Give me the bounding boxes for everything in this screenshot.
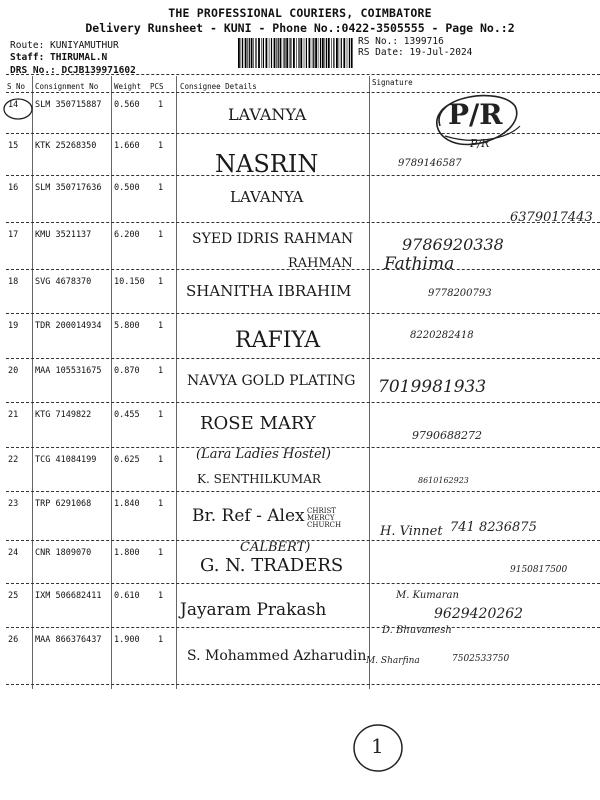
weight-value: 1.900	[114, 635, 140, 645]
barcode-bar	[312, 38, 313, 68]
consignment-number: CNR 1809070	[35, 548, 92, 558]
consignment-number: KTK 25268350	[35, 141, 97, 151]
consignee-name: LAVANYA	[228, 105, 307, 124]
barcode-bar	[341, 38, 342, 68]
signature-phone: 9789146587	[398, 158, 462, 169]
consignment-number: MAA 105531675	[35, 366, 102, 376]
barcode-bar	[304, 38, 305, 68]
weight-value: 1.840	[114, 499, 140, 509]
barcode-bar	[253, 38, 254, 68]
weight-value: 0.610	[114, 591, 140, 601]
signature-phone: 6379017443	[510, 210, 593, 225]
consignment-number: SLM 350715887	[35, 100, 102, 110]
rs-date: RS Date: 19-Jul-2024	[358, 47, 473, 58]
barcode-bar	[245, 38, 247, 68]
barcode-bar	[238, 38, 240, 68]
barcode-bar	[306, 38, 307, 68]
barcode-bar	[339, 38, 340, 68]
weight-value: 0.560	[114, 100, 140, 110]
barcode-bar	[293, 38, 295, 68]
consignee-name: ROSE MARY	[200, 413, 316, 434]
signature-phone: 741 8236875	[450, 520, 537, 535]
row-separator	[6, 491, 600, 492]
row-number: 18	[8, 277, 19, 287]
weight-value: 1.800	[114, 548, 140, 558]
barcode-bar	[309, 38, 311, 68]
barcode-bar	[255, 38, 256, 68]
barcode-bar	[328, 38, 330, 68]
consignment-number: SVG 4678370	[35, 277, 92, 287]
consignee-name: LAVANYA	[230, 188, 304, 206]
barcode-bar	[336, 38, 338, 68]
pieces-count: 1	[158, 455, 164, 465]
barcode-bar	[289, 38, 290, 68]
row-separator	[6, 313, 600, 314]
consignee-name: NAVYA GOLD PLATING	[187, 373, 356, 389]
col-header-signature: Signature	[372, 78, 413, 87]
barcode-bar	[322, 38, 324, 68]
table-top-rule	[6, 74, 600, 75]
pieces-count: 1	[158, 366, 164, 376]
signature-phone: 9778200793	[428, 288, 492, 299]
consignee-name: Br. Ref - Alex	[192, 506, 305, 526]
barcode-bar	[278, 38, 279, 68]
signature-phone: 8220282418	[410, 330, 474, 341]
row-separator	[6, 358, 600, 359]
pieces-count: 1	[158, 183, 164, 193]
row-number: 24	[8, 548, 19, 558]
row-separator	[6, 402, 600, 403]
pieces-count: 1	[158, 141, 164, 151]
barcode-bar	[298, 38, 299, 68]
weight-value: 0.455	[114, 410, 140, 420]
barcode-bar	[241, 38, 242, 68]
consignee-name: G. N. TRADERS	[200, 555, 344, 576]
consignee-name: SHANITHA IBRAHIM	[186, 282, 352, 300]
row-number: 23	[8, 499, 19, 509]
barcode-bar	[276, 38, 277, 68]
consignee-line2: RAHMAN	[288, 256, 353, 271]
signature-name: Fathima	[384, 254, 455, 274]
barcode-bar	[296, 38, 297, 68]
barcode-bar	[263, 38, 264, 68]
company-title: THE PROFESSIONAL COURIERS, COIMBATORE	[168, 6, 432, 20]
route-label: Route: KUNIYAMUTHUR	[10, 40, 119, 51]
row-separator	[6, 175, 600, 176]
barcode-bar	[269, 38, 270, 68]
pieces-count: 1	[158, 100, 164, 110]
col-divider	[32, 76, 33, 689]
signature-phone: 9629420262	[434, 606, 524, 622]
barcode-bar	[343, 38, 345, 68]
signature-name: H. Vinnet	[380, 524, 443, 539]
row-number: 15	[8, 141, 19, 151]
col-divider	[369, 76, 370, 689]
barcode-bar	[266, 38, 268, 68]
col-header-pcs: PCS	[150, 82, 164, 91]
barcode-bar	[331, 38, 332, 68]
pieces-count: 1	[158, 591, 164, 601]
barcode-bar	[315, 38, 317, 68]
staff-label: Staff: THIRUMAL.N	[10, 52, 108, 63]
consignee-name: Jayaram Prakash	[180, 600, 327, 620]
pieces-count: 1	[158, 321, 164, 331]
pieces-count: 1	[158, 277, 164, 287]
drs-number: DRS No.: DCJB139971602	[10, 65, 136, 76]
consignment-number: KTG 7149822	[35, 410, 92, 420]
signature-name: M. Sharfina	[366, 656, 420, 666]
signature-phone: 7502533750	[452, 654, 510, 664]
consignee-name: S. Mohammed Azharudin	[187, 648, 367, 664]
barcode-bar	[326, 38, 327, 68]
consignee-name: K. SENTHILKUMAR	[197, 472, 321, 486]
signature-phone: 8610162923	[418, 476, 469, 485]
row-number: 26	[8, 635, 19, 645]
barcode-bar	[249, 38, 250, 68]
col-header-consignment: Consignment No	[35, 82, 99, 91]
pr-stamp-scribble	[420, 86, 530, 156]
weight-value: 5.800	[114, 321, 140, 331]
weight-value: 0.500	[114, 183, 140, 193]
signature-phone: 9786920338	[402, 235, 504, 254]
pieces-count: 1	[158, 499, 164, 509]
barcode-bar	[318, 38, 319, 68]
barcode-bar	[283, 38, 284, 68]
barcode-bar	[242, 38, 243, 68]
consignment-number: KMU 3521137	[35, 230, 92, 240]
consignment-number: MAA 866376437	[35, 635, 102, 645]
row-number: 25	[8, 591, 19, 601]
consignee-line2: (Lara Ladies Hostel)	[196, 447, 331, 462]
barcode-bar	[320, 38, 321, 68]
barcode-bar	[271, 38, 272, 68]
row-number: 14	[8, 100, 19, 110]
pieces-count: 1	[158, 635, 164, 645]
row-number: 19	[8, 321, 19, 331]
barcode-bar	[300, 38, 302, 68]
weight-value: 0.870	[114, 366, 140, 376]
row-separator	[6, 222, 600, 223]
barcode-bar	[261, 38, 262, 68]
consignee-name: RAFIYA	[235, 328, 321, 353]
col-divider	[176, 76, 177, 689]
barcode-bar	[351, 38, 353, 68]
runsheet-subtitle: Delivery Runsheet - KUNI - Phone No.:0422-3505555 - Page No.:2	[85, 21, 515, 35]
barcode-bar	[258, 38, 260, 68]
pieces-count: 1	[158, 548, 164, 558]
barcode-bar	[333, 38, 334, 68]
signature-phone: P/R	[470, 137, 490, 150]
signature-phone: 7019981933	[378, 377, 487, 397]
consignment-number: TRP 6291068	[35, 499, 92, 509]
barcode-bar	[290, 38, 291, 68]
signature-name: D. Bhuvanesh	[382, 625, 452, 636]
consignment-number: SLM 350717636	[35, 183, 102, 193]
row-separator	[6, 583, 600, 584]
barcode-bar	[325, 38, 326, 68]
weight-value: 0.625	[114, 455, 140, 465]
col-header-sno: S No	[7, 82, 26, 91]
barcode-bar	[274, 38, 276, 68]
row-number: 22	[8, 455, 19, 465]
signature-phone: 9790688272	[412, 429, 482, 442]
consignee-name: NASRIN	[215, 150, 319, 178]
consignee-line2: CALBERT)	[240, 540, 311, 555]
consignment-number: TDR 200014934	[35, 321, 102, 331]
row-number: 17	[8, 230, 19, 240]
col-divider	[111, 76, 112, 689]
row-14-circle	[2, 95, 38, 125]
weight-value: 6.200	[114, 230, 140, 240]
barcode	[238, 38, 353, 68]
consignment-number: IXM 506682411	[35, 591, 102, 601]
row-number: 21	[8, 410, 19, 420]
col-header-consignee: Consignee Details	[180, 82, 257, 91]
barcode-bar	[286, 38, 288, 68]
signature-name: M. Kumaran	[396, 590, 459, 601]
consignment-number: TCG 41084199	[35, 455, 97, 465]
rs-number: RS No.: 1399716	[358, 36, 444, 47]
barcode-bar	[313, 38, 314, 68]
barcode-bar	[280, 38, 282, 68]
row-separator	[6, 684, 600, 685]
weight-value: 1.660	[114, 141, 140, 151]
row-number: 20	[8, 366, 19, 376]
signature-phone: 9150817500	[510, 565, 568, 575]
weight-value: 10.150	[114, 277, 145, 287]
pieces-count: 1	[158, 410, 164, 420]
pr-stamp: P/R	[448, 98, 503, 131]
barcode-bar	[247, 38, 248, 68]
col-header-weight: Weight	[114, 82, 142, 91]
consignee-name: SYED IDRIS RAHMAN	[192, 231, 354, 247]
row-separator	[6, 627, 600, 628]
pieces-count: 1	[158, 230, 164, 240]
row-number: 16	[8, 183, 19, 193]
barcode-bar	[251, 38, 253, 68]
circled-mark-digit: 1	[371, 734, 384, 758]
consignee-note: CHRIST MERCY CHURCH	[307, 507, 342, 529]
barcode-bar	[347, 38, 348, 68]
barcode-bar	[284, 38, 285, 68]
barcode-bar	[349, 38, 350, 68]
